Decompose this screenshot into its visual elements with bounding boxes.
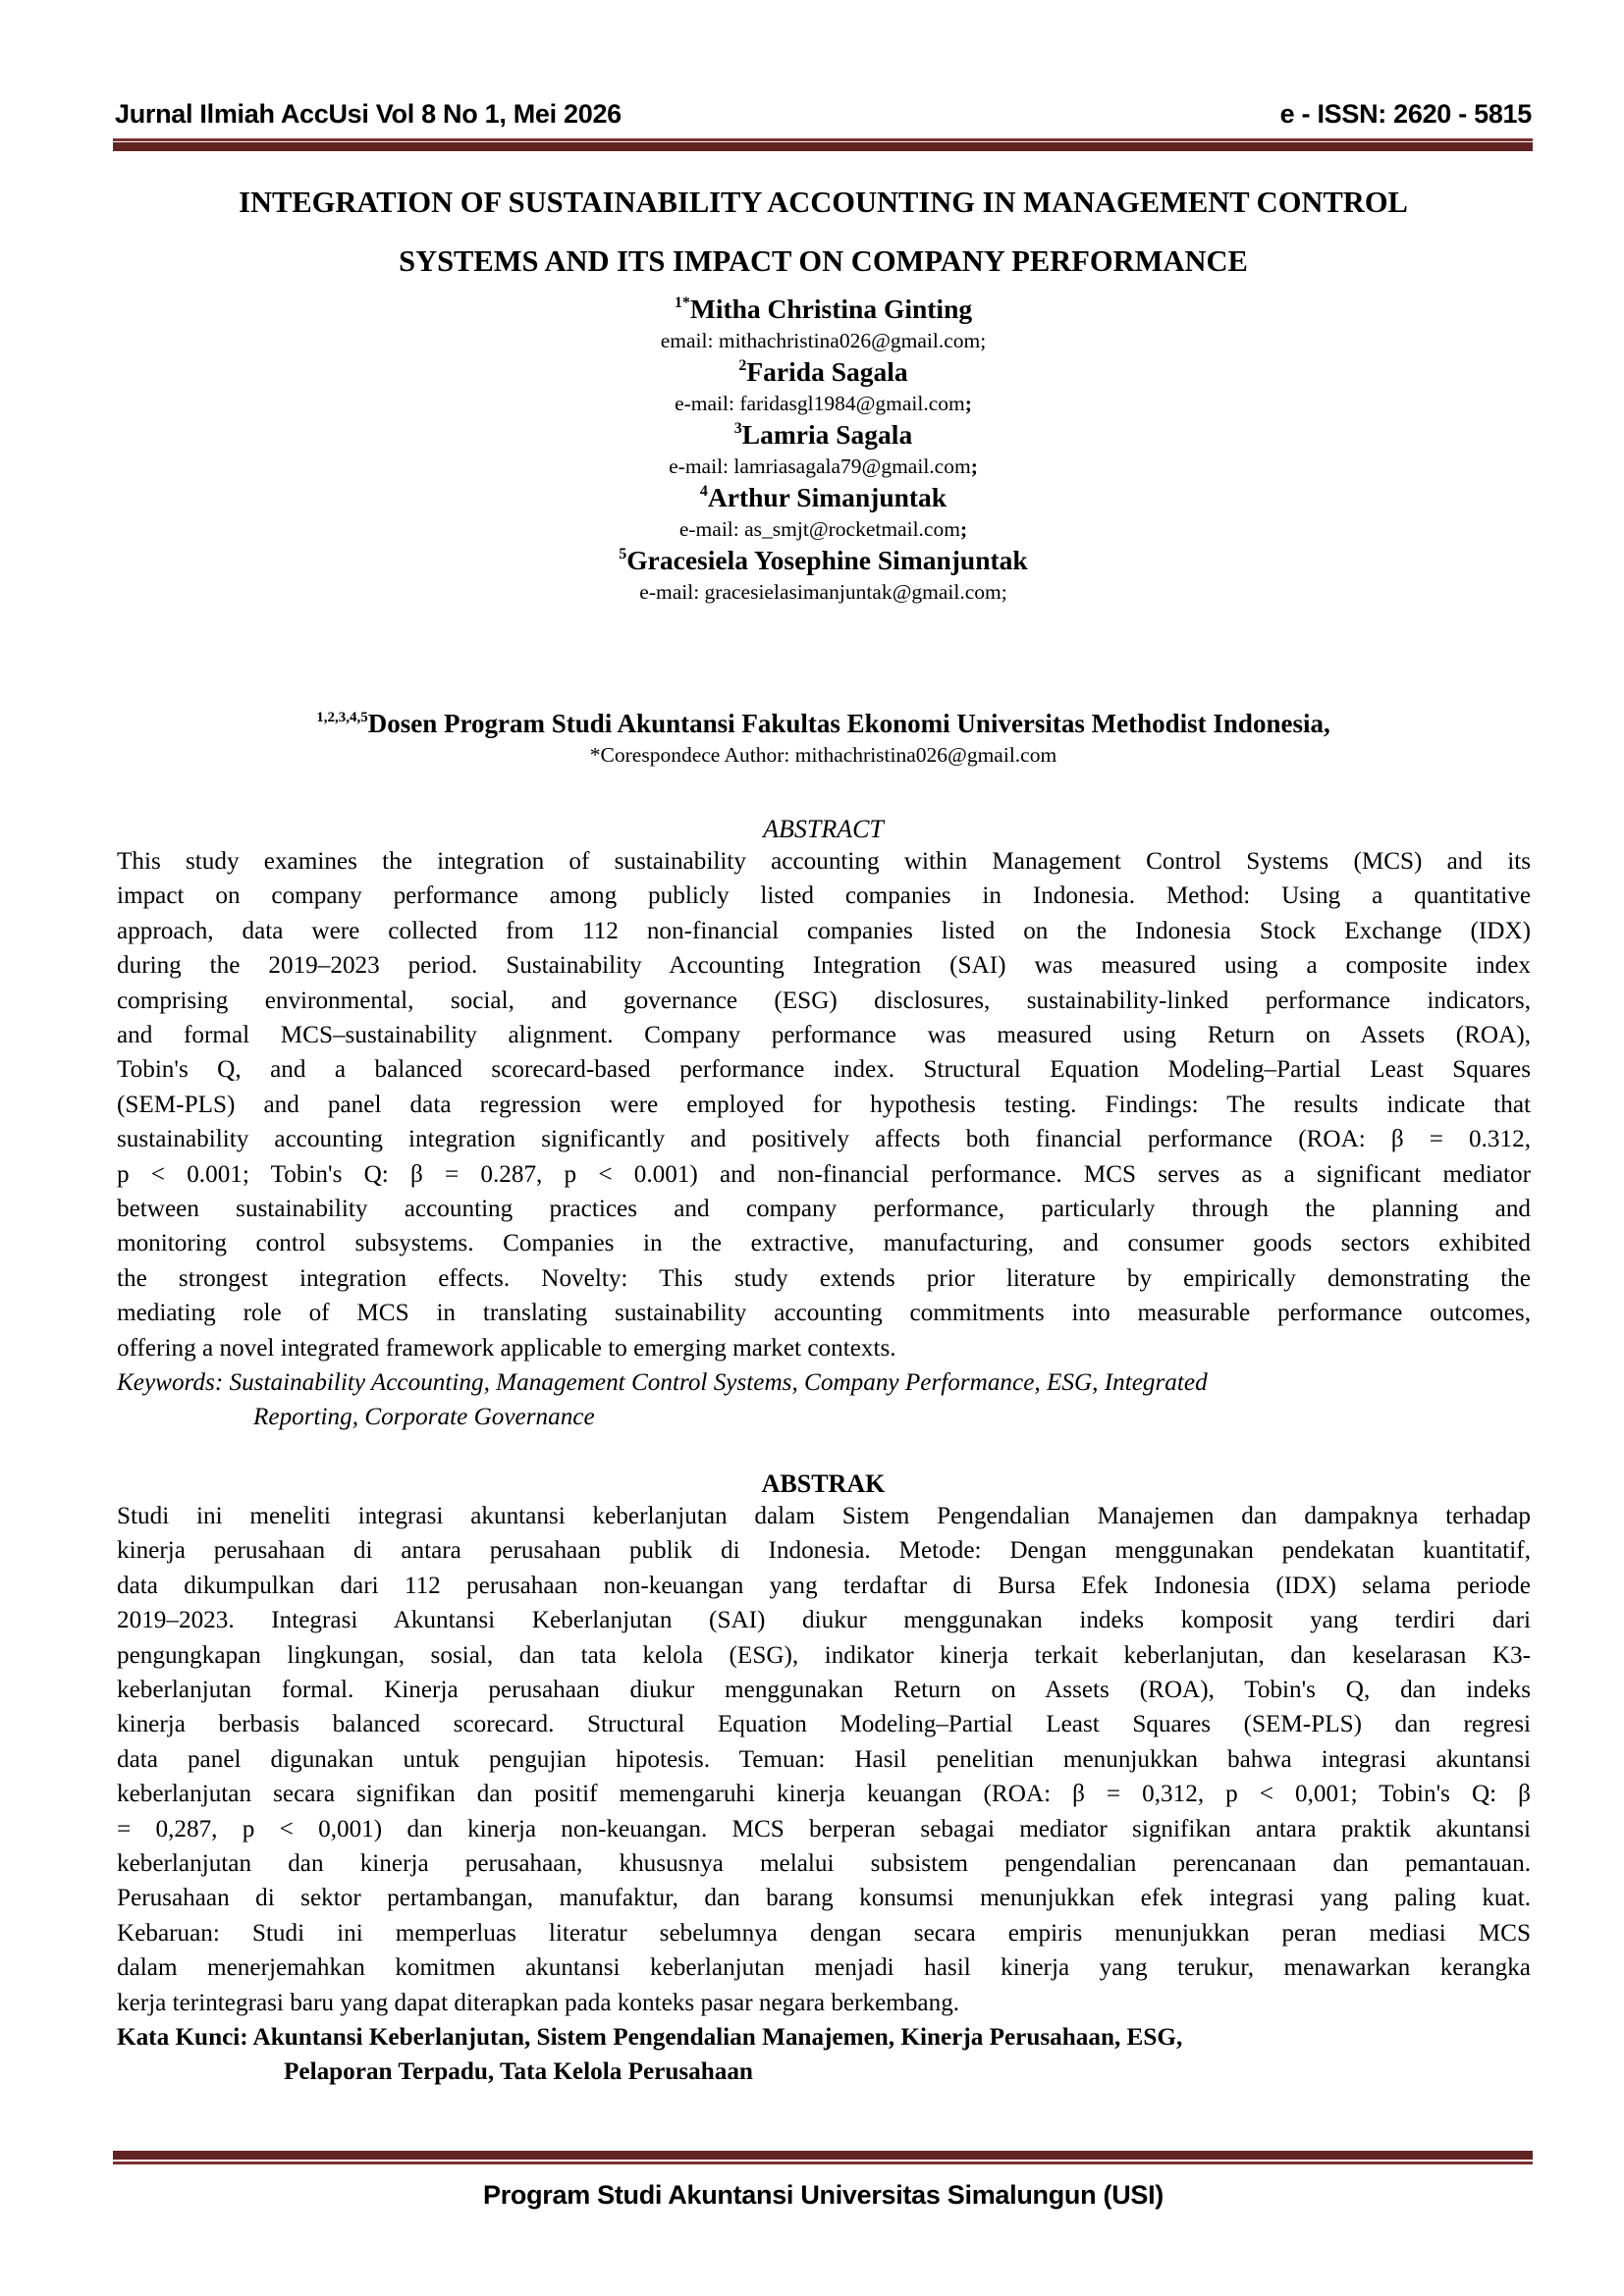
affiliation-index: 1,2,3,4,5	[316, 710, 368, 725]
author-index: 2	[738, 357, 747, 374]
author-name-text: Lamria Sagala	[741, 419, 913, 450]
author-email	[115, 577, 1532, 607]
author-name	[115, 355, 1532, 389]
email-prefix: e-mail:	[669, 454, 734, 478]
abstract-line: the strongest integration effects. Novelty: This study extends prior literature by empirically demonstrating the	[117, 1264, 1531, 1292]
paper-title-line-2: SYSTEMS AND ITS IMPACT ON COMPANY PERFORMANCE	[399, 244, 1248, 278]
author-name	[115, 293, 1532, 326]
abstract-line: offering a novel integrated framework applicable to emerging market contexts.	[117, 1334, 896, 1362]
email-separator: ;	[980, 329, 987, 352]
keywords-line-1: Keywords: Sustainability Accounting, Management Control Systems, Company Performance, ESG, Integrated	[117, 1369, 1208, 1396]
keywords-line-2: Reporting, Corporate Governance	[253, 1404, 595, 1431]
email-prefix: e-mail:	[675, 392, 740, 415]
author-email	[115, 326, 1532, 355]
abstrak-line: Studi ini meneliti integrasi akuntansi keberlanjutan dalam Sistem Pengendalian Manajemen dan dampaknya terhadap	[117, 1503, 1531, 1529]
abstrak-line: data dikumpulkan dari 112 perusahaan non-keuangan yang terdaftar di Bursa Efek Indonesia (IDX) selama periode	[117, 1572, 1531, 1599]
keywords	[117, 1365, 1531, 1435]
abstract-heading: ABSTRACT	[763, 815, 884, 843]
abstract-line: between sustainability accounting practices and company performance, particularly through the planning and	[117, 1196, 1531, 1223]
author-email	[115, 389, 1532, 418]
abstrak-line: kinerja berbasis balanced scorecard. Structural Equation Modeling–Partial Least Squares (SEM-PLS) dan regresi	[117, 1711, 1531, 1738]
email-prefix: e-mail:	[678, 517, 745, 541]
abstrak-line: pengungkapan lingkungan, sosial, dan tata kelola (ESG), indikator kinerja terkait keberlanjutan, dan keselarasan K3-	[117, 1641, 1531, 1669]
kata-kunci	[117, 2020, 1531, 2090]
abstract-line: Tobin's Q, and a balanced scorecard-based performance index. Structural Equation Modeling–Partial Least Squares	[117, 1056, 1531, 1084]
author-email	[115, 514, 1532, 544]
abstrak-line: keberlanjutan formal. Kinerja perusahaan diukur menggunakan Return on Assets (ROA), Tobin's Q, dan indeks	[117, 1677, 1531, 1704]
abstract-line: p < 0.001; Tobin's Q: β = 0.287, p < 0.001) and non-financial performance. MCS serves as a significant mediator	[117, 1160, 1531, 1188]
email-address[interactable]: faridasgl1984@gmail.com	[739, 392, 965, 415]
author-index: 1*	[674, 294, 690, 311]
running-header	[115, 94, 1532, 133]
abstract-line: This study examines the integration of sustainability accounting within Management Control Systems (MCS) and its	[117, 848, 1531, 875]
running-footer: Program Studi Akuntansi Universitas Simalungun (USI)	[482, 2180, 1164, 2210]
correspondence-author: *Corespondece Author: mithachristina026@gmail.com	[589, 743, 1057, 767]
abstrak-line: 2019–2023. Integrasi Akuntansi Keberlanjutan (SAI) diukur menggunakan indeks komposit yang terdiri dari	[117, 1607, 1531, 1634]
abstrak-line: kerja terintegrasi baru yang dapat diterapkan pada konteks pasar negara berkembang.	[117, 1989, 960, 2016]
author-name-text: Gracesiela Yosephine Simanjuntak	[626, 545, 1028, 575]
journal-citation: Jurnal Ilmiah AccUsi Vol 8 No 1, Mei 2026	[115, 99, 622, 129]
abstrak-line: keberlanjutan secara signifikan dan positif memengaruhi kinerja keuangan (ROA: β = 0,312, p < 0,001; Tobin's Q: β	[117, 1781, 1531, 1808]
author-index: 5	[619, 546, 627, 562]
abstract-line: impact on company performance among publicly listed companies in Indonesia. Method: Using a quantitative	[117, 882, 1531, 910]
header-rule-thin	[113, 138, 1533, 141]
author-name-text: Mitha Christina Ginting	[689, 294, 973, 324]
email-separator: ;	[964, 392, 972, 415]
abstract-line: comprising environmental, social, and governance (ESG) disclosures, sustainability-linked performance indicators,	[117, 987, 1531, 1014]
abstrak-line: dalam menerjemahkan komitmen akuntansi keberlanjutan menjadi hasil kinerja yang terukur, menawarkan kerangka	[117, 1954, 1531, 1982]
kata-kunci-line-2: Pelaporan Terpadu, Tata Kelola Perusahaan	[284, 2058, 753, 2086]
abstract-line: during the 2019–2023 period. Sustainability Accounting Integration (SAI) was measured using a composite index	[117, 952, 1531, 980]
author-index: 4	[699, 483, 708, 500]
abstrak-body	[117, 1499, 1531, 2020]
header-rule-thick	[113, 142, 1533, 151]
email-address[interactable]: as_smjt@rocketmail.com	[744, 517, 960, 541]
abstract-line: sustainability accounting integration significantly and positively affects both financial performance (ROA: β = 0.312,	[117, 1126, 1531, 1153]
affiliation-text: Dosen Program Studi Akuntansi Fakultas Ekonomi Universitas Methodist Indonesia,	[367, 709, 1330, 738]
paper-title-line-1: INTEGRATION OF SUSTAINABILITY ACCOUNTING IN MANAGEMENT CONTROL	[239, 186, 1408, 219]
email-address[interactable]: lamriasagala79@gmail.com	[733, 454, 971, 478]
abstrak-line: Perusahaan di sektor pertambangan, manufaktur, dan barang konsumsi menunjukkan efek integrasi yang paling kuat.	[117, 1885, 1531, 1912]
abstrak-line: keberlanjutan dan kinerja perusahaan, khususnya melalui subsistem pengendalian perencanaan dan pemantauan.	[117, 1850, 1531, 1878]
kata-kunci-line-1: Kata Kunci: Akuntansi Keberlanjutan, Sistem Pengendalian Manajemen, Kinerja Perusahaan, ESG,	[117, 2024, 1183, 2051]
abstrak-line: Kebaruan: Studi ini memperluas literatur sebelumnya dengan secara empiris menunjukkan peran mediasi MCS	[117, 1919, 1531, 1947]
abstrak-line: kinerja perusahaan di antara perusahaan publik di Indonesia. Metode: Dengan menggunakan pendekatan kuantitatif,	[117, 1537, 1531, 1565]
abstrak-heading: ABSTRAK	[761, 1469, 886, 1498]
author-name-text: Arthur Simanjuntak	[707, 482, 947, 512]
author-list	[115, 293, 1532, 607]
abstrak-line: data panel digunakan untuk pengujian hipotesis. Temuan: Hasil penelitian menunjukkan bahwa integrasi akuntansi	[117, 1745, 1531, 1773]
email-separator: ;	[970, 454, 978, 478]
abstract-line: and formal MCS–sustainability alignment. Company performance was measured using Return on Assets (ROA),	[117, 1022, 1531, 1049]
email-prefix: e-mail:	[639, 580, 705, 604]
email-separator: ;	[959, 517, 968, 541]
abstract-body	[117, 844, 1531, 1365]
author-name	[115, 544, 1532, 577]
abstract-line: approach, data were collected from 112 non-financial companies listed on the Indonesia Stock Exchange (IDX)	[117, 917, 1531, 944]
email-prefix: email:	[660, 329, 719, 352]
affiliation-block	[115, 707, 1532, 770]
abstract-line: mediating role of MCS in translating sustainability accounting commitments into measurable performance outcomes,	[117, 1300, 1531, 1327]
email-separator: ;	[1001, 580, 1007, 604]
author-index: 3	[733, 420, 742, 437]
affiliation	[115, 707, 1532, 740]
abstract-line: (SEM-PLS) and panel data regression were employed for hypothesis testing. Findings: The results indicate that	[117, 1091, 1531, 1118]
author-name	[115, 481, 1532, 514]
author-email	[115, 452, 1532, 481]
footer-rule-thick	[113, 2151, 1533, 2160]
footer-rule-thin	[113, 2162, 1533, 2164]
author-name	[115, 418, 1532, 452]
email-address[interactable]: mithachristina026@gmail.com	[718, 329, 981, 352]
author-name-text: Farida Sagala	[746, 356, 908, 387]
issn-label: e - ISSN: 2620 - 5815	[1279, 99, 1532, 129]
email-address[interactable]: gracesielasimanjuntak@gmail.com	[704, 580, 1001, 604]
abstract-line: monitoring control subsystems. Companies in the extractive, manufacturing, and consumer goods sectors exhibited	[117, 1230, 1531, 1257]
abstrak-line: = 0,287, p < 0,001) dan kinerja non-keuangan. MCS berperan sebagai mediator signifikan antara praktik akuntansi	[117, 1815, 1531, 1842]
